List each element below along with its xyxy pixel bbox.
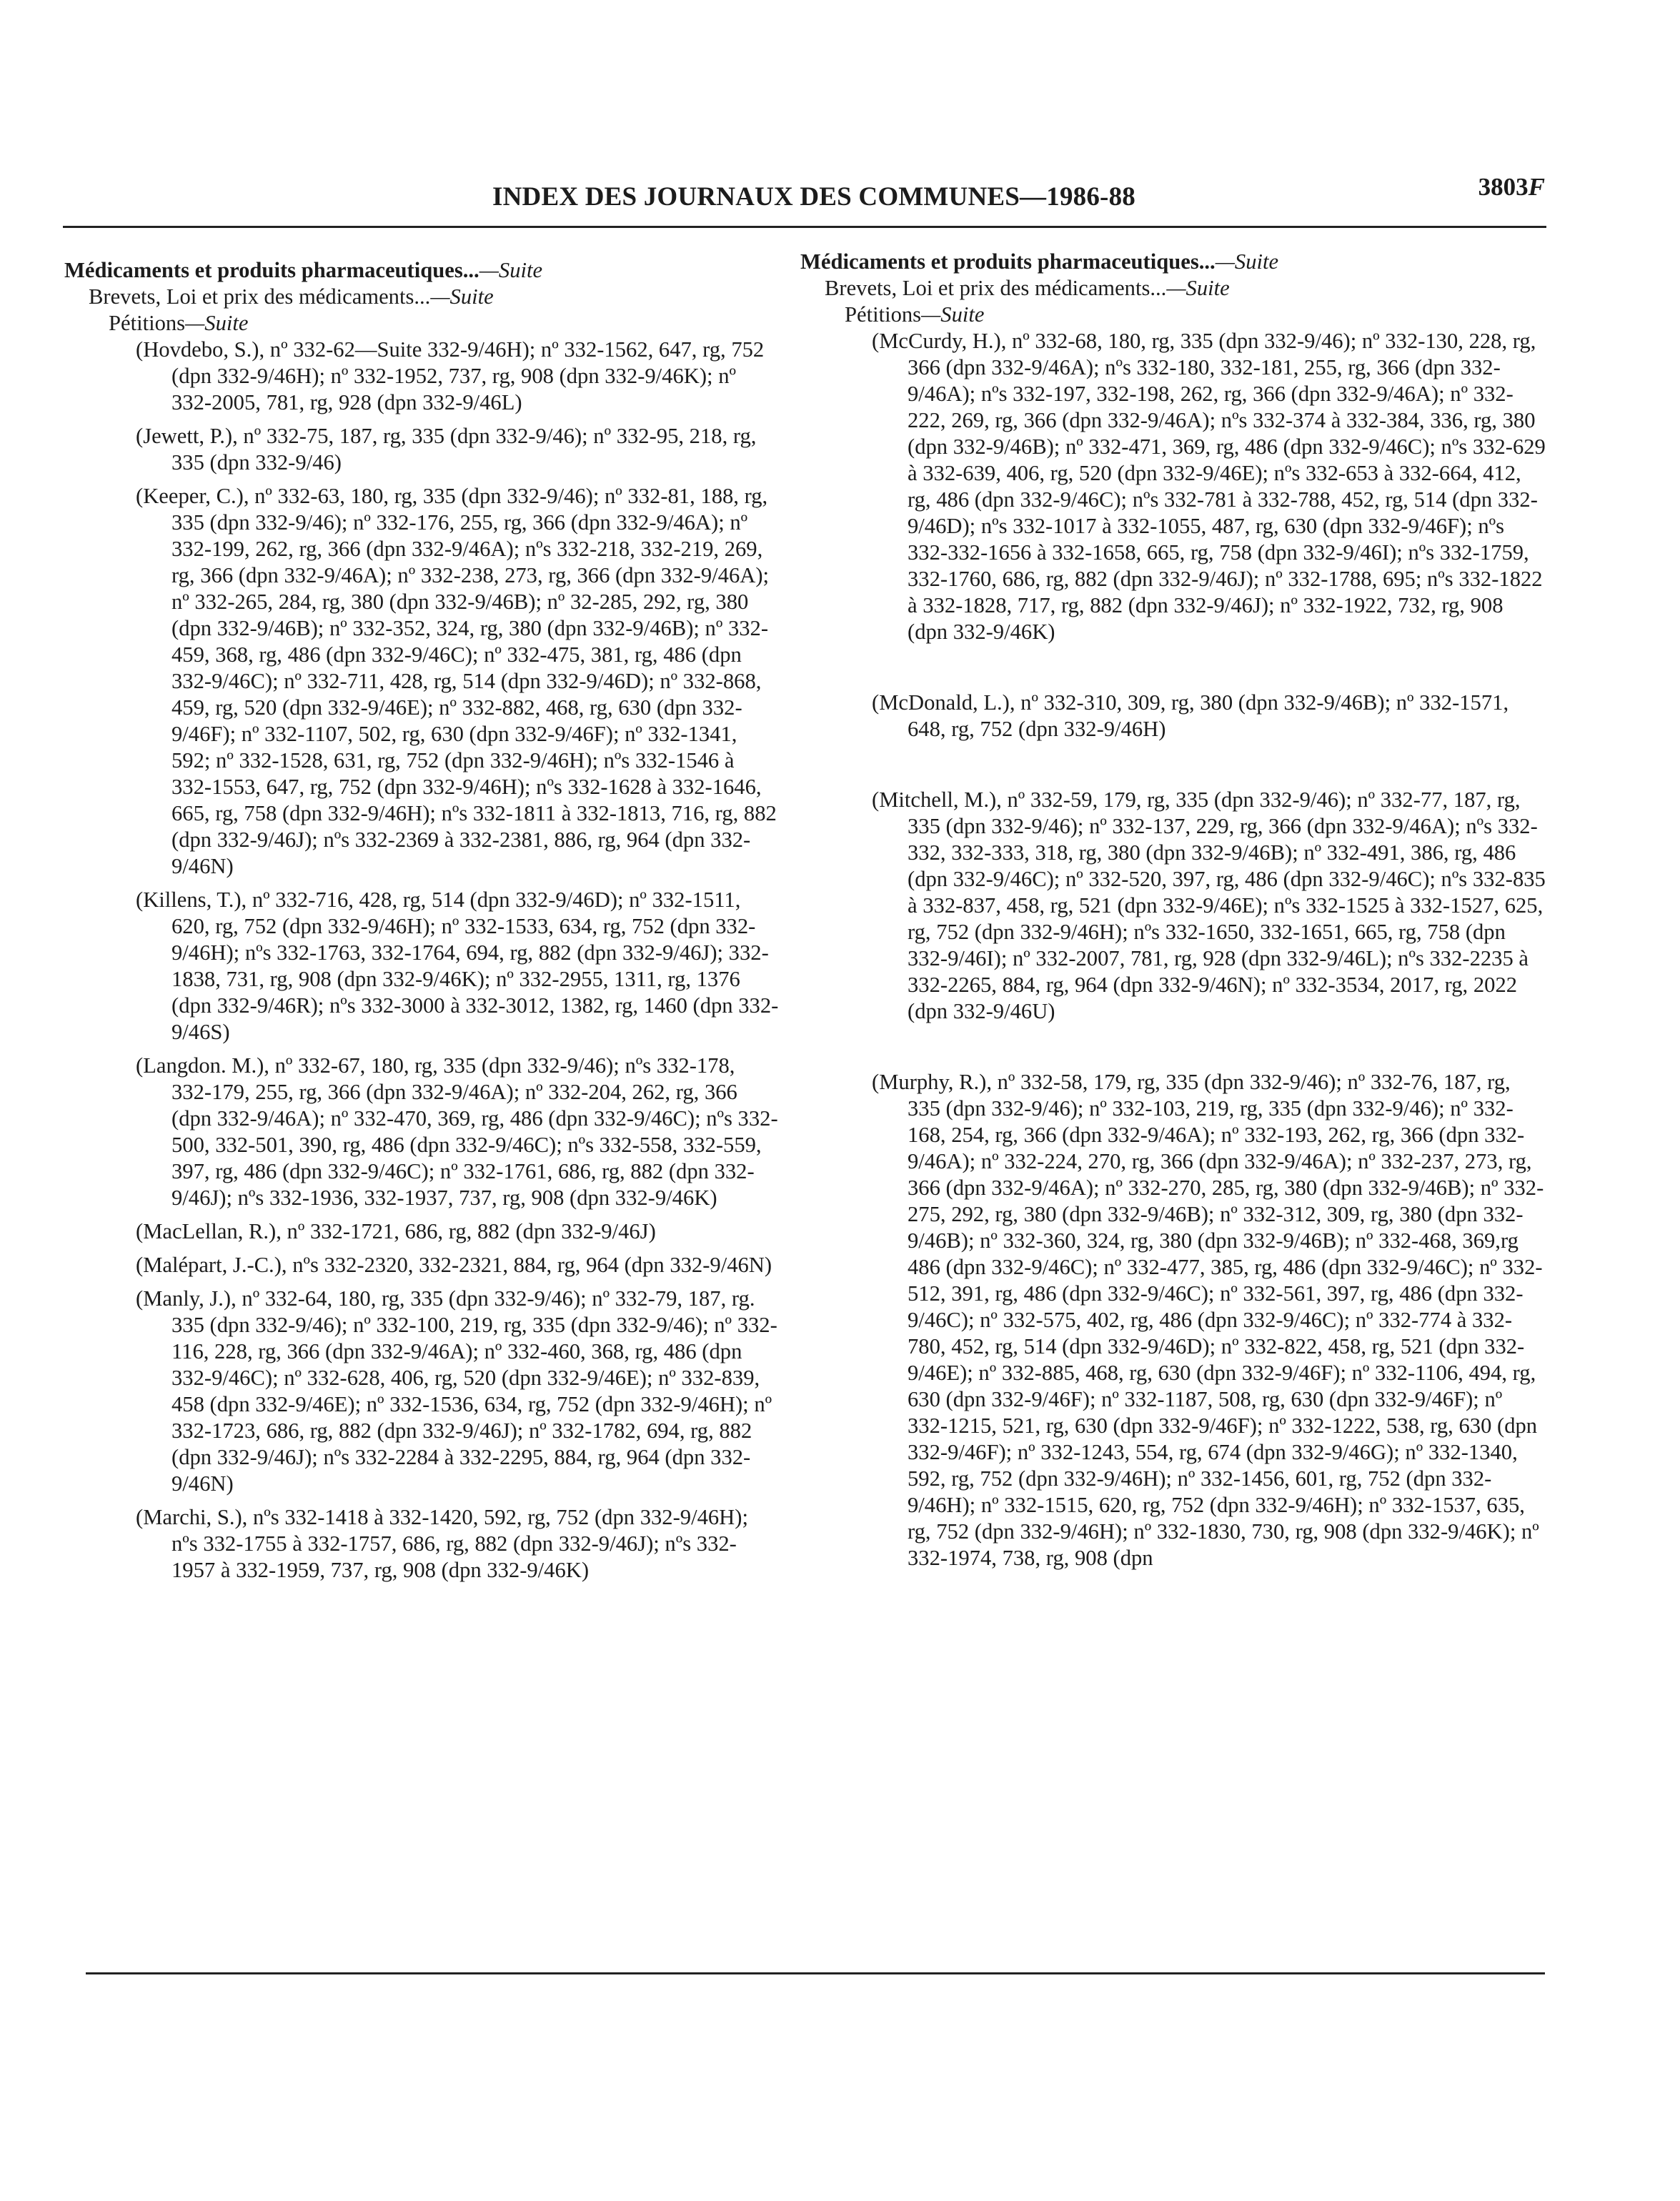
index-entry-keeper: (Keeper, C.), nº 332-63, 180, rg, 335 (dpn 332-9/46); nº 332-81, 188, rg, 335 (dpn 332-9/46); nº 332-176, 255, rg, 366 (dpn 332-9/46A); nº 332-199, 262, rg, 366 (dpn 332-9/46A); nºs 332-218, 332-219, 269, rg, 366 (dpn 332-9/46A); nº 332-238, 273, rg, 366 (dpn 332-9/46A); nº 332-265, 284, rg, 380 (dpn 332-9/46B); nº 32-285, 292, rg, 380 (dpn 332-9/46B); nº 332-352, 324, rg, 380 (dpn 332-9/46B); nº 332-459, 368, rg, 486 (dpn 332-9/46C); nº 332-475, 381, rg, 486 (dpn 332-9/46C); nº 332-711, 428, rg, 514 (dpn 332-9/46D); nº 332-868, 459, rg, 520 (dpn 332-9/46E); nº 332-882, 468, rg, 630 (dpn 332-9/46F); nº 332-1107, 502, rg, 630 (dpn 332-9/46F); nº 332-1341, 592; nº 332-1528, 631, rg, 752 (dpn 332-9/46H); nºs 332-1546 à 332-1553, 647, rg, 752 (dpn 332-9/46H); nºs 332-1628 à 332-1646, 665, rg, 758 (dpn 332-9/46H); nºs 332-1811 à 332-1813, 716, rg, 882 (dpn 332-9/46J); nºs 332-2369 à 332-2381, 886, rg, 964 (dpn 332-9/46N): [136, 484, 777, 878]
right-column: [800, 249, 1547, 1571]
left-column: [64, 257, 779, 1584]
subsubsection-heading: [800, 302, 1547, 328]
index-entry-mcdonald: (McDonald, L.), nº 332-310, 309, rg, 380 (dpn 332-9/46B); nº 332-1571, 648, rg, 752 (dpn 332-9/46H): [872, 690, 1509, 741]
index-entry-manly: (Manly, J.), nº 332-64, 180, rg, 335 (dpn 332-9/46); nº 332-79, 187, rg. 335 (dpn 332-9/46); nº 332-100, 219, rg, 335 (dpn 332-9/46); nº 332-116, 228, rg, 366 (dpn 332-9/46A); nº 332-460, 368, rg, 486 (dpn 332-9/46C); nº 332-628, 406, rg, 520 (dpn 332-9/46E); nº 332-839, 458 (dpn 332-9/46E); nº 332-1536, 634, rg, 752 (dpn 332-9/46H); nº 332-1723, 686, rg, 882 (dpn 332-9/46J); nº 332-1782, 694, rg, 882 (dpn 332-9/46J); nºs 332-2284 à 332-2295, 884, rg, 964 (dpn 332-9/46N): [136, 1286, 777, 1496]
subsection-heading: [64, 284, 779, 310]
index-entry-jewett: (Jewett, P.), nº 332-75, 187, rg, 335 (dpn 332-9/46); nº 332-95, 218, rg, 335 (dpn 332-9/46): [136, 424, 757, 475]
subsection-heading-suite: —Suite: [1166, 276, 1230, 300]
subsubsection-heading: [64, 310, 779, 337]
page-number-suffix: F: [1528, 173, 1545, 201]
footer-rule: [86, 1972, 1545, 1974]
subsection-heading-text: Brevets, Loi et prix des médicaments...: [825, 276, 1167, 300]
index-entry-killens: (Killens, T.), nº 332-716, 428, rg, 514 (dpn 332-9/46D); nº 332-1511, 620, rg, 752 (dpn 332-9/46H); nº 332-1533, 634, rg, 752 (dpn 332-9/46H); nºs 332-1763, 332-1764, 694, rg, 882 (dpn 332-9/46J); 332-1838, 731, rg, 908 (dpn 332-9/46K); nº 332-2955, 1311, rg, 1376 (dpn 332-9/46R); nºs 332-3000 à 332-3012, 1382, rg, 1460 (dpn 332-9/46S): [136, 888, 779, 1044]
subsubsection-heading-text: Pétitions: [109, 311, 186, 335]
index-entry-mitchell: (Mitchell, M.), nº 332-59, 179, rg, 335 (dpn 332-9/46); nº 332-77, 187, rg, 335 (dpn 332-9/46); nº 332-137, 229, rg, 366 (dpn 332-9/46A); nºs 332-332, 332-333, 318, rg, 380 (dpn 332-9/46B); nº 332-491, 386, rg, 486 (dpn 332-9/46C); nº 332-520, 397, rg, 486 (dpn 332-9/46C); nºs 332-835 à 332-837, 458, rg, 521 (dpn 332-9/46E); nºs 332-1525 à 332-1527, 625, rg, 752 (dpn 332-9/46H); nºs 332-1650, 332-1651, 665, rg, 758 (dpn 332-9/46I); nº 332-2007, 781, rg, 928 (dpn 332-9/46L); nºs 332-2235 à 332-2265, 884, rg, 964 (dpn 332-9/46N); nº 332-3534, 2017, rg, 2022 (dpn 332-9/46U): [872, 788, 1546, 1023]
section-heading-text: Médicaments et produits pharmaceutiques...: [800, 249, 1216, 274]
index-entry-marchi: (Marchi, S.), nºs 332-1418 à 332-1420, 592, rg, 752 (dpn 332-9/46H); nºs 332-1755 à 332-1757, 686, rg, 882 (dpn 332-9/46J); nºs 332-1957 à 332-1959, 737, rg, 908 (dpn 332-9/46K): [136, 1505, 748, 1582]
index-entry-mccurdy: (McCurdy, H.), nº 332-68, 180, rg, 335 (dpn 332-9/46); nº 332-130, 228, rg, 366 (dpn 332-9/46A); nºs 332-180, 332-181, 255, rg, 366 (dpn 332-9/46A); nºs 332-197, 332-198, 262, rg, 366 (dpn 332-9/46A); nº 332-222, 269, rg, 366 (dpn 332-9/46A); nºs 332-374 à 332-384, 336, rg, 380 (dpn 332-9/46B); nº 332-471, 369, rg, 486 (dpn 332-9/46C); nºs 332-629 à 332-639, 406, rg, 520 (dpn 332-9/46E); nºs 332-653 à 332-664, 412, rg, 486 (dpn 332-9/46C); nºs 332-781 à 332-788, 452, rg, 514 (dpn 332-9/46D); nºs 332-1017 à 332-1055, 487, rg, 630 (dpn 332-9/46F); nºs 332-332-1656 à 332-1658, 665, rg, 758 (dpn 332-9/46I); nºs 332-1759, 332-1760, 686, rg, 882 (dpn 332-9/46J); nº 332-1788, 695; nºs 332-1822 à 332-1828, 717, rg, 882 (dpn 332-9/46J); nº 332-1922, 732, rg, 908 (dpn 332-9/46K): [872, 329, 1546, 644]
page-number: [1478, 173, 1545, 202]
subsection-heading: [800, 275, 1547, 302]
index-entry-langdon: (Langdon. M.), nº 332-67, 180, rg, 335 (dpn 332-9/46); nºs 332-178, 332-179, 255, rg, 366 (dpn 332-9/46A); nº 332-204, 262, rg, 366 (dpn 332-9/46A); nº 332-470, 369, rg, 486 (dpn 332-9/46C); nºs 332-500, 332-501, 390, rg, 486 (dpn 332-9/46C); nºs 332-558, 332-559, 397, rg, 486 (dpn 332-9/46C); nº 332-1761, 686, rg, 882 (dpn 332-9/46J); nºs 332-1936, 332-1937, 737, rg, 908 (dpn 332-9/46K): [136, 1053, 778, 1210]
index-entry-maclellan: (MacLellan, R.), nº 332-1721, 686, rg, 882 (dpn 332-9/46J): [136, 1219, 656, 1243]
section-heading-suite: —Suite: [1215, 249, 1279, 274]
header-rule: [63, 226, 1546, 228]
index-entry-hovdebo: (Hovdebo, S.), nº 332-62—Suite 332-9/46H); nº 332-1562, 647, rg, 752 (dpn 332-9/46H); nº 332-1952, 737, rg, 908 (dpn 332-9/46K); nº 332-2005, 781, rg, 928 (dpn 332-9/46L): [136, 337, 765, 414]
page-title: INDEX DES JOURNAUX DES COMMUNES—1986-88: [492, 182, 1135, 212]
section-heading: [800, 249, 1547, 275]
page-header: [83, 169, 1545, 233]
section-heading: [64, 257, 779, 284]
index-entry-malepart: (Malépart, J.-C.), nºs 332-2320, 332-2321, 884, rg, 964 (dpn 332-9/46N): [136, 1253, 772, 1277]
section-heading-text: Médicaments et produits pharmaceutiques...: [64, 258, 479, 282]
subsection-heading-text: Brevets, Loi et prix des médicaments...: [89, 284, 431, 309]
index-entry-murphy: (Murphy, R.), nº 332-58, 179, rg, 335 (dpn 332-9/46); nº 332-76, 187, rg, 335 (dpn 332-9/46); nº 332-103, 219, rg, 335 (dpn 332-9/46); nº 332-168, 254, rg, 366 (dpn 332-9/46A); nº 332-193, 262, rg, 366 (dpn 332-9/46A); nº 332-224, 270, rg, 366 (dpn 332-9/46A); nº 332-237, 273, rg, 366 (dpn 332-9/46A); nº 332-270, 285, rg, 380 (dpn 332-9/46B); nº 332-275, 292, rg, 380 (dpn 332-9/46B); nº 332-312, 309, rg, 380 (dpn 332-9/46B); nº 332-360, 324, rg, 380 (dpn 332-9/46B); nº 332-468, 369,rg 486 (dpn 332-9/46C); nº 332-477, 385, rg, 486 (dpn 332-9/46C); nº 332-512, 391, rg, 486 (dpn 332-9/46C); nº 332-561, 397, rg, 486 (dpn 332-9/46C); nº 332-575, 402, rg, 486 (dpn 332-9/46C); nº 332-774 à 332-780, 452, rg, 514 (dpn 332-9/46D); nº 332-822, 458, rg, 521 (dpn 332-9/46E); nº 332-885, 468, rg, 630 (dpn 332-9/46F); nº 332-1106, 494, rg, 630 (dpn 332-9/46F); nº 332-1187, 508, rg, 630 (dpn 332-9/46F); nº 332-1215, 521, rg, 630 (dpn 332-9/46F); nº 332-1222, 538, rg, 630 (dpn 332-9/46F); nº 332-1243, 554, rg, 674 (dpn 332-9/46G); nº 332-1340, 592, rg, 752 (dpn 332-9/46H); nº 332-1456, 601, rg, 752 (dpn 332-9/46H); nº 332-1515, 620, rg, 752 (dpn 332-9/46H); nº 332-1537, 635, rg, 752 (dpn 332-9/46H); nº 332-1830, 730, rg, 908 (dpn 332-9/46K); nº 332-1974, 738, rg, 908 (dpn: [872, 1070, 1544, 1570]
subsubsection-heading-suite: —Suite: [921, 302, 985, 327]
section-heading-suite: —Suite: [479, 258, 543, 282]
page-number-value: 3803: [1478, 173, 1529, 201]
subsubsection-heading-text: Pétitions: [845, 302, 922, 327]
subsubsection-heading-suite: —Suite: [185, 311, 249, 335]
subsection-heading-suite: —Suite: [430, 284, 494, 309]
